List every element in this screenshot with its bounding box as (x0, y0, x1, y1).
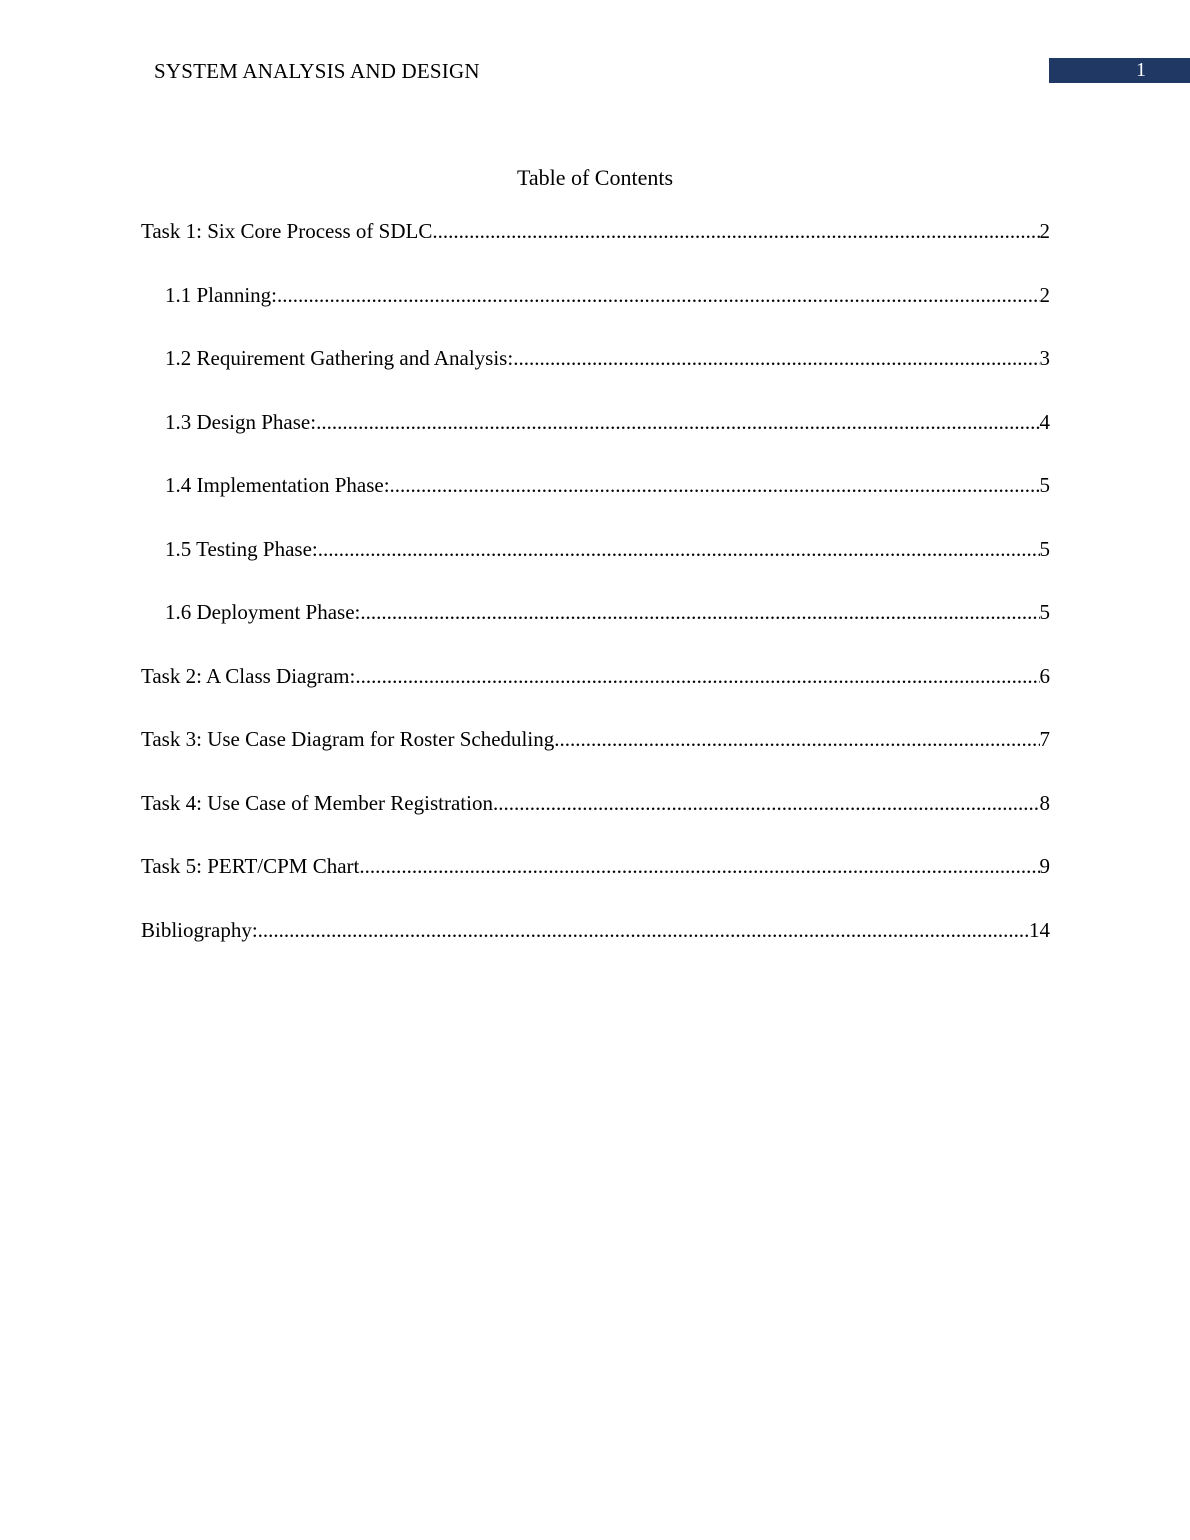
toc-entry-text: 1.6 Deployment Phase: (165, 600, 361, 624)
toc-entry-page: 2 (1039, 219, 1050, 243)
toc-entry-task-4[interactable] (141, 789, 1050, 853)
toc-entry-text: Bibliography: (141, 917, 258, 942)
toc-dot-leader (277, 281, 1039, 309)
toc-entry-task-1[interactable] (141, 217, 1050, 281)
toc-entry-page: 6 (1039, 663, 1050, 688)
toc-dot-leader (258, 916, 1029, 944)
toc-dot-leader (359, 852, 1039, 880)
toc-entry-implementation-phase[interactable] (141, 471, 1050, 535)
toc-dot-leader (360, 598, 1039, 626)
toc-dot-leader (493, 789, 1040, 817)
toc-entry-task-2[interactable] (141, 662, 1050, 726)
toc-entry-page: 9 (1039, 854, 1050, 878)
toc-entry-text: Task 4: Use Case of Member Registration (141, 790, 493, 815)
toc-heading: Table of Contents (516, 165, 674, 190)
toc-entry-planning[interactable] (141, 281, 1050, 345)
toc-entry-text: Task 1: Six Core Process of SDLC (141, 219, 433, 243)
toc-entry-requirement-gathering[interactable] (141, 344, 1050, 408)
toc-entry-text: Task 5: PERT/CPM Chart (141, 854, 360, 878)
toc-entry-text: 1.1 Planning: (165, 282, 278, 307)
toc-entry-text: 1.5 Testing Phase: (165, 536, 318, 561)
toc-entry-text: Task 2: A Class Diagram: (141, 663, 356, 688)
toc-entry-task-5[interactable] (141, 852, 1050, 916)
toc-list (141, 217, 1050, 979)
toc-entry-design-phase[interactable] (141, 408, 1050, 472)
toc-entry-task-3[interactable] (141, 725, 1050, 789)
toc-entry-page: 5 (1039, 536, 1050, 561)
toc-entry-bibliography[interactable] (141, 916, 1050, 980)
toc-dot-leader (355, 662, 1039, 690)
toc-entry-page: 5 (1039, 600, 1050, 624)
toc-entry-page: 5 (1039, 473, 1050, 497)
toc-dot-leader (432, 217, 1039, 245)
toc-entry-text: Task 3: Use Case Diagram for Roster Scheduling (141, 727, 555, 751)
page-number-badge (1049, 58, 1190, 83)
toc-entry-page: 14 (1029, 917, 1050, 942)
toc-dot-leader (390, 471, 1040, 499)
toc-dot-leader (316, 408, 1039, 436)
toc-dot-leader (318, 535, 1040, 563)
toc-entry-page: 3 (1039, 346, 1050, 370)
toc-entry-text: 1.4 Implementation Phase: (165, 473, 390, 497)
running-header-title: SYSTEM ANALYSIS AND DESIGN (154, 59, 480, 83)
toc-entry-page: 2 (1039, 282, 1050, 307)
toc-entry-page: 8 (1039, 790, 1050, 815)
toc-entry-text: 1.2 Requirement Gathering and Analysis: (165, 346, 514, 370)
toc-entry-text: 1.3 Design Phase: (165, 409, 317, 434)
page-number: 1 (1136, 59, 1146, 81)
toc-entry-testing-phase[interactable] (141, 535, 1050, 599)
toc-dot-leader (554, 725, 1039, 753)
toc-entry-page: 4 (1039, 409, 1050, 434)
toc-entry-page: 7 (1039, 727, 1050, 751)
toc-dot-leader (513, 344, 1039, 372)
toc-entry-deployment-phase[interactable] (141, 598, 1050, 662)
